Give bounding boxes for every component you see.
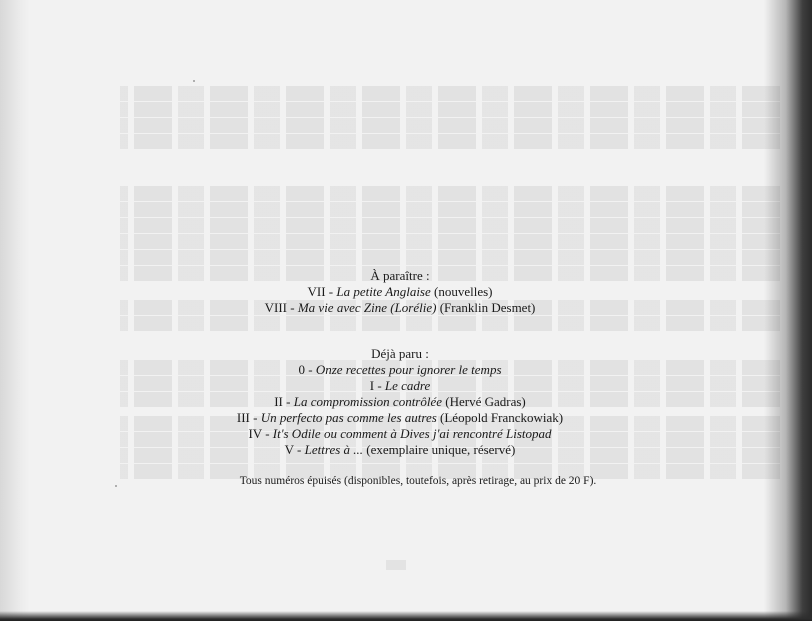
item-title: La petite Anglaise bbox=[336, 284, 431, 299]
item-note: (exemplaire unique, réservé) bbox=[366, 442, 516, 457]
item-title: It's Odile ou comment à Dives j'ai rencontré Listopad bbox=[272, 426, 552, 441]
show-through-page-number bbox=[386, 560, 406, 570]
item-note: (Franklin Desmet) bbox=[439, 300, 536, 315]
item-title: La compromission contrôlée bbox=[293, 394, 443, 409]
item-number: II bbox=[274, 394, 283, 409]
bottom-scan-edge bbox=[0, 611, 812, 621]
forthcoming-section bbox=[150, 268, 650, 316]
list-item: VII - La petite Anglaise (nouvelles) bbox=[307, 284, 493, 299]
catalog-list bbox=[150, 268, 650, 458]
item-title: Lettres à ... bbox=[304, 442, 364, 457]
item-note: (Léopold Franckowiak) bbox=[440, 410, 564, 425]
published-section bbox=[150, 346, 650, 458]
item-number: III bbox=[236, 410, 250, 425]
list-item: III - Un perfecto pas comme les autres (Léopold Franckowiak) bbox=[236, 410, 564, 425]
scan-speck bbox=[193, 80, 195, 82]
item-title: Le cadre bbox=[384, 378, 431, 393]
item-note: (nouvelles) bbox=[434, 284, 493, 299]
item-number: VII bbox=[307, 284, 326, 299]
right-binding-shadow bbox=[764, 0, 812, 621]
forthcoming-heading: À paraître : bbox=[370, 268, 430, 283]
item-number: I bbox=[369, 378, 375, 393]
published-heading: Déjà paru : bbox=[371, 346, 429, 361]
scan-speck bbox=[115, 485, 117, 487]
list-item: IV - It's Odile ou comment à Dives j'ai rencontré Listopad bbox=[248, 426, 552, 441]
left-binding-edge bbox=[0, 0, 30, 621]
item-number: 0 bbox=[298, 362, 305, 377]
item-title: Onze recettes pour ignorer le temps bbox=[315, 362, 502, 377]
item-number: IV bbox=[248, 426, 262, 441]
show-through-text bbox=[120, 86, 780, 150]
item-title: Ma vie avec Zine (Lorélie) bbox=[297, 300, 437, 315]
list-item: I - Le cadre bbox=[369, 378, 431, 393]
item-number: VIII bbox=[264, 300, 287, 315]
item-title: Un perfecto pas comme les autres bbox=[260, 410, 437, 425]
item-number: V bbox=[284, 442, 294, 457]
list-item: V - Lettres à ... (exemplaire unique, réservé) bbox=[284, 442, 516, 457]
list-item: VIII - Ma vie avec Zine (Lorélie) (Franklin Desmet) bbox=[264, 300, 536, 315]
item-note: (Hervé Gadras) bbox=[445, 394, 526, 409]
list-item: 0 - Onze recettes pour ignorer le temps bbox=[298, 362, 502, 377]
availability-note: Tous numéros épuisés (disponibles, toutefois, après retirage, au prix de 20 F). bbox=[239, 475, 597, 487]
list-item: II - La compromission contrôlée (Hervé Gadras) bbox=[274, 394, 526, 409]
